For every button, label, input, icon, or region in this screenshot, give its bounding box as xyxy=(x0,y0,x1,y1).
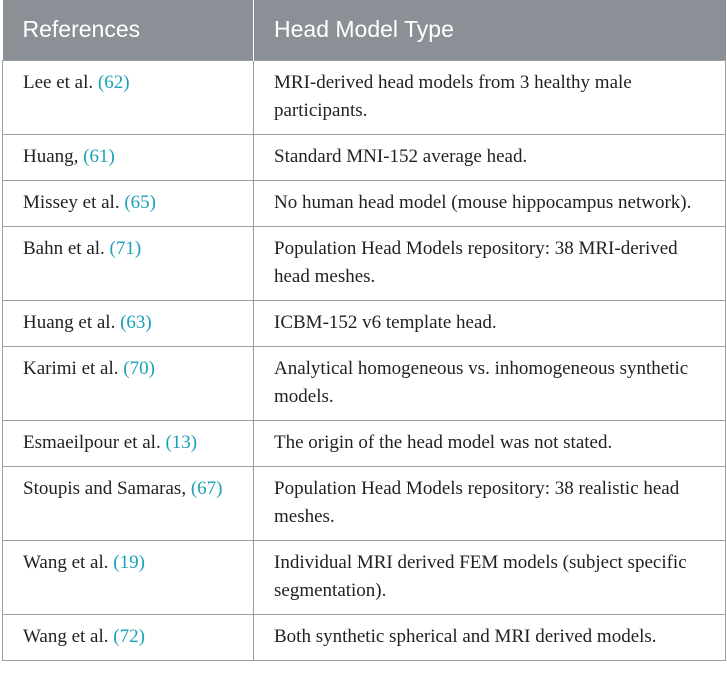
head-model-cell: Population Head Models repository: 38 MRI-derived head meshes. xyxy=(254,226,726,300)
citation-link[interactable]: (65) xyxy=(124,191,156,213)
table-row xyxy=(3,180,726,226)
table-row xyxy=(3,60,726,134)
reference-author: Huang, xyxy=(23,145,84,167)
citation-link[interactable]: (70) xyxy=(123,357,155,379)
table-row xyxy=(3,300,726,346)
head-model-cell: Population Head Models repository: 38 realistic head meshes. xyxy=(254,466,726,540)
reference-cell xyxy=(3,300,254,346)
head-model-cell: Both synthetic spherical and MRI derived models. xyxy=(254,614,726,660)
reference-cell xyxy=(3,466,254,540)
reference-author: Esmaeilpour et al. xyxy=(23,431,166,453)
citation-link[interactable]: (19) xyxy=(113,551,145,573)
head-model-cell: Analytical homogeneous vs. inhomogeneous synthetic models. xyxy=(254,346,726,420)
citation-link[interactable]: (63) xyxy=(120,311,152,333)
reference-cell xyxy=(3,134,254,180)
head-model-cell: Individual MRI derived FEM models (subject specific segmentation). xyxy=(254,540,726,614)
reference-cell xyxy=(3,614,254,660)
head-model-cell: No human head model (mouse hippocampus network). xyxy=(254,180,726,226)
citation-link[interactable]: (61) xyxy=(83,145,115,167)
reference-author: Karimi et al. xyxy=(23,357,124,379)
table-row xyxy=(3,466,726,540)
citation-link[interactable]: (13) xyxy=(165,431,198,453)
head-model-table xyxy=(2,0,726,661)
citation-link[interactable]: (62) xyxy=(97,71,130,93)
reference-cell xyxy=(3,346,254,420)
citation-link[interactable]: (71) xyxy=(109,237,142,259)
reference-author: Stoupis and Samaras, xyxy=(23,477,191,499)
head-model-cell: Standard MNI-152 average head. xyxy=(254,134,726,180)
reference-author: Wang et al. xyxy=(23,625,114,647)
table-row xyxy=(3,226,726,300)
reference-author: Bahn et al. xyxy=(23,237,110,259)
column-header-head-model-type: Head Model Type xyxy=(254,0,726,60)
table-row xyxy=(3,134,726,180)
reference-cell xyxy=(3,540,254,614)
table-row xyxy=(3,346,726,420)
reference-author: Missey et al. xyxy=(23,191,125,213)
reference-cell xyxy=(3,180,254,226)
reference-cell xyxy=(3,420,254,466)
reference-author: Huang et al. xyxy=(23,311,121,333)
table-row xyxy=(3,614,726,660)
citation-link[interactable]: (67) xyxy=(190,477,223,499)
citation-link[interactable]: (72) xyxy=(113,625,145,647)
head-model-cell: ICBM-152 v6 template head. xyxy=(254,300,726,346)
reference-author: Lee et al. xyxy=(23,71,98,93)
column-header-references: References xyxy=(3,0,254,60)
head-model-cell: The origin of the head model was not stated. xyxy=(254,420,726,466)
reference-cell xyxy=(3,226,254,300)
table-row xyxy=(3,420,726,466)
table-row xyxy=(3,540,726,614)
table-header-row xyxy=(3,0,726,60)
reference-author: Wang et al. xyxy=(23,551,114,573)
head-model-cell: MRI-derived head models from 3 healthy male participants. xyxy=(254,60,726,134)
reference-cell xyxy=(3,60,254,134)
